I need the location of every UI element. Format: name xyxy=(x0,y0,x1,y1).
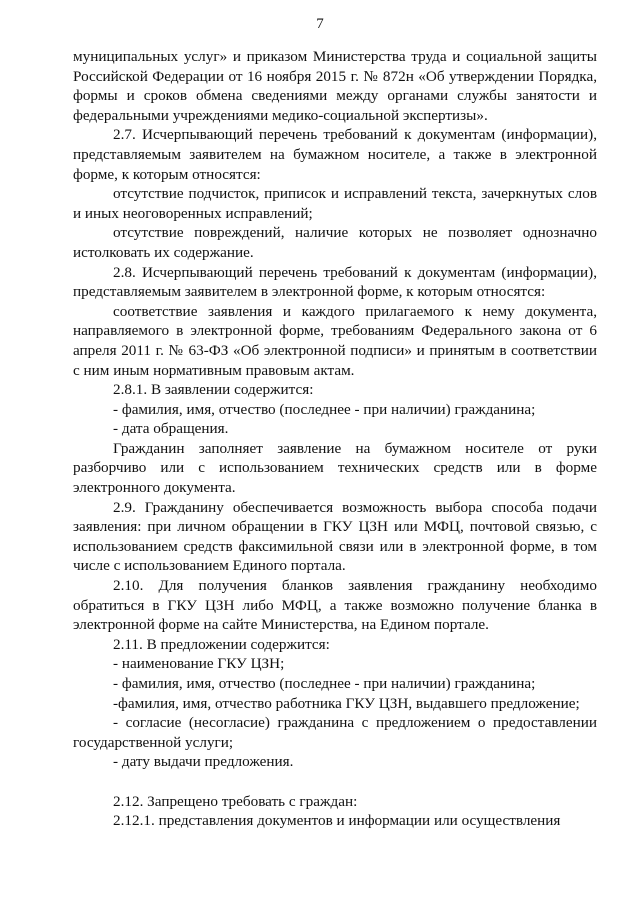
paragraph-2-8-item-1: соответствие заявления и каждого прилагаемого к нему документа, направляемого в электронной форме, требованиям Федерального закона от 6 апреля 2011 г. № 63-ФЗ «Об электронной подписи» и принятым в соответствии с ним иным нормативным правовым актам. xyxy=(73,302,597,379)
list-item: - наименование ГКУ ЦЗН; xyxy=(113,655,285,673)
list-item: - фамилия, имя, отчество (последнее - при наличии) гражданина; xyxy=(113,675,536,692)
paragraph-intro-continuation: муниципальных услуг» и приказом Министерства труда и социальной защиты Российской Федерации от 16 ноября 2015 г. № 872н «Об утверждении Порядка, формы и сроков обмена сведениями между органами службы занятости и федеральными учреждениями медико-социальной экспертизы». xyxy=(73,48,597,124)
list-item: - дата обращения. xyxy=(113,420,229,438)
document-body xyxy=(73,47,597,831)
page-number: 7 xyxy=(316,16,324,32)
paragraph-2-9: 2.9. Гражданину обеспечивается возможность выбора способа подачи заявления: при личном обращении в ГКУ ЦЗН или МФЦ, почтовой связью, с использованием средств факсимильной связи или в электронной форме, в том числе с использованием Единого портала. xyxy=(73,498,597,575)
list-item: - дату выдачи предложения. xyxy=(113,753,294,771)
paragraph-2-12: 2.12. Запрещено требовать с граждан: xyxy=(113,792,358,810)
paragraph-2-10: 2.10. Для получения бланков заявления гражданину необходимо обратиться в ГКУ ЦЗН либо МФЦ, а также возможно получение бланка в электронной форме на сайте Министерства, на Едином портале. xyxy=(73,577,597,634)
paragraph-2-7: 2.7. Исчерпывающий перечень требований к документам (информации), представляемым заявителем на бумажном носителе, а также в электронной форме, к которым относятся: xyxy=(73,126,597,183)
paragraph-citizen-fills: Гражданин заполняет заявление на бумажном носителе от руки разборчиво или с использованием технических средств или в форме электронного документа. xyxy=(73,439,597,497)
paragraph-2-12-1: 2.12.1. представления документов и информации или осуществления xyxy=(113,812,561,830)
paragraph-2-7-item-2: отсутствие повреждений, наличие которых не позволяет однозначно истолковать их содержание. xyxy=(73,224,597,261)
list-item: -фамилия, имя, отчество работника ГКУ ЦЗН, выдавшего предложение; xyxy=(113,694,580,712)
paragraph-2-8-1: 2.8.1. В заявлении содержится: xyxy=(113,381,314,399)
list-item: - согласие (несогласие) гражданина с предложением о предоставлении государственной услуги; xyxy=(73,714,597,751)
paragraph-2-8: 2.8. Исчерпывающий перечень требований к документам (информации), представляемым заявителем в электронной форме, к которым относятся: xyxy=(73,263,597,301)
paragraph-2-11: 2.11. В предложении содержится: xyxy=(113,635,330,653)
blank-line xyxy=(73,772,597,792)
paragraph-2-7-item-1: отсутствие подчисток, приписок и исправлений текста, зачеркнутых слов и иных неоговоренных исправлений; xyxy=(73,185,597,222)
list-item: - фамилия, имя, отчество (последнее - при наличии) гражданина; xyxy=(113,400,536,418)
